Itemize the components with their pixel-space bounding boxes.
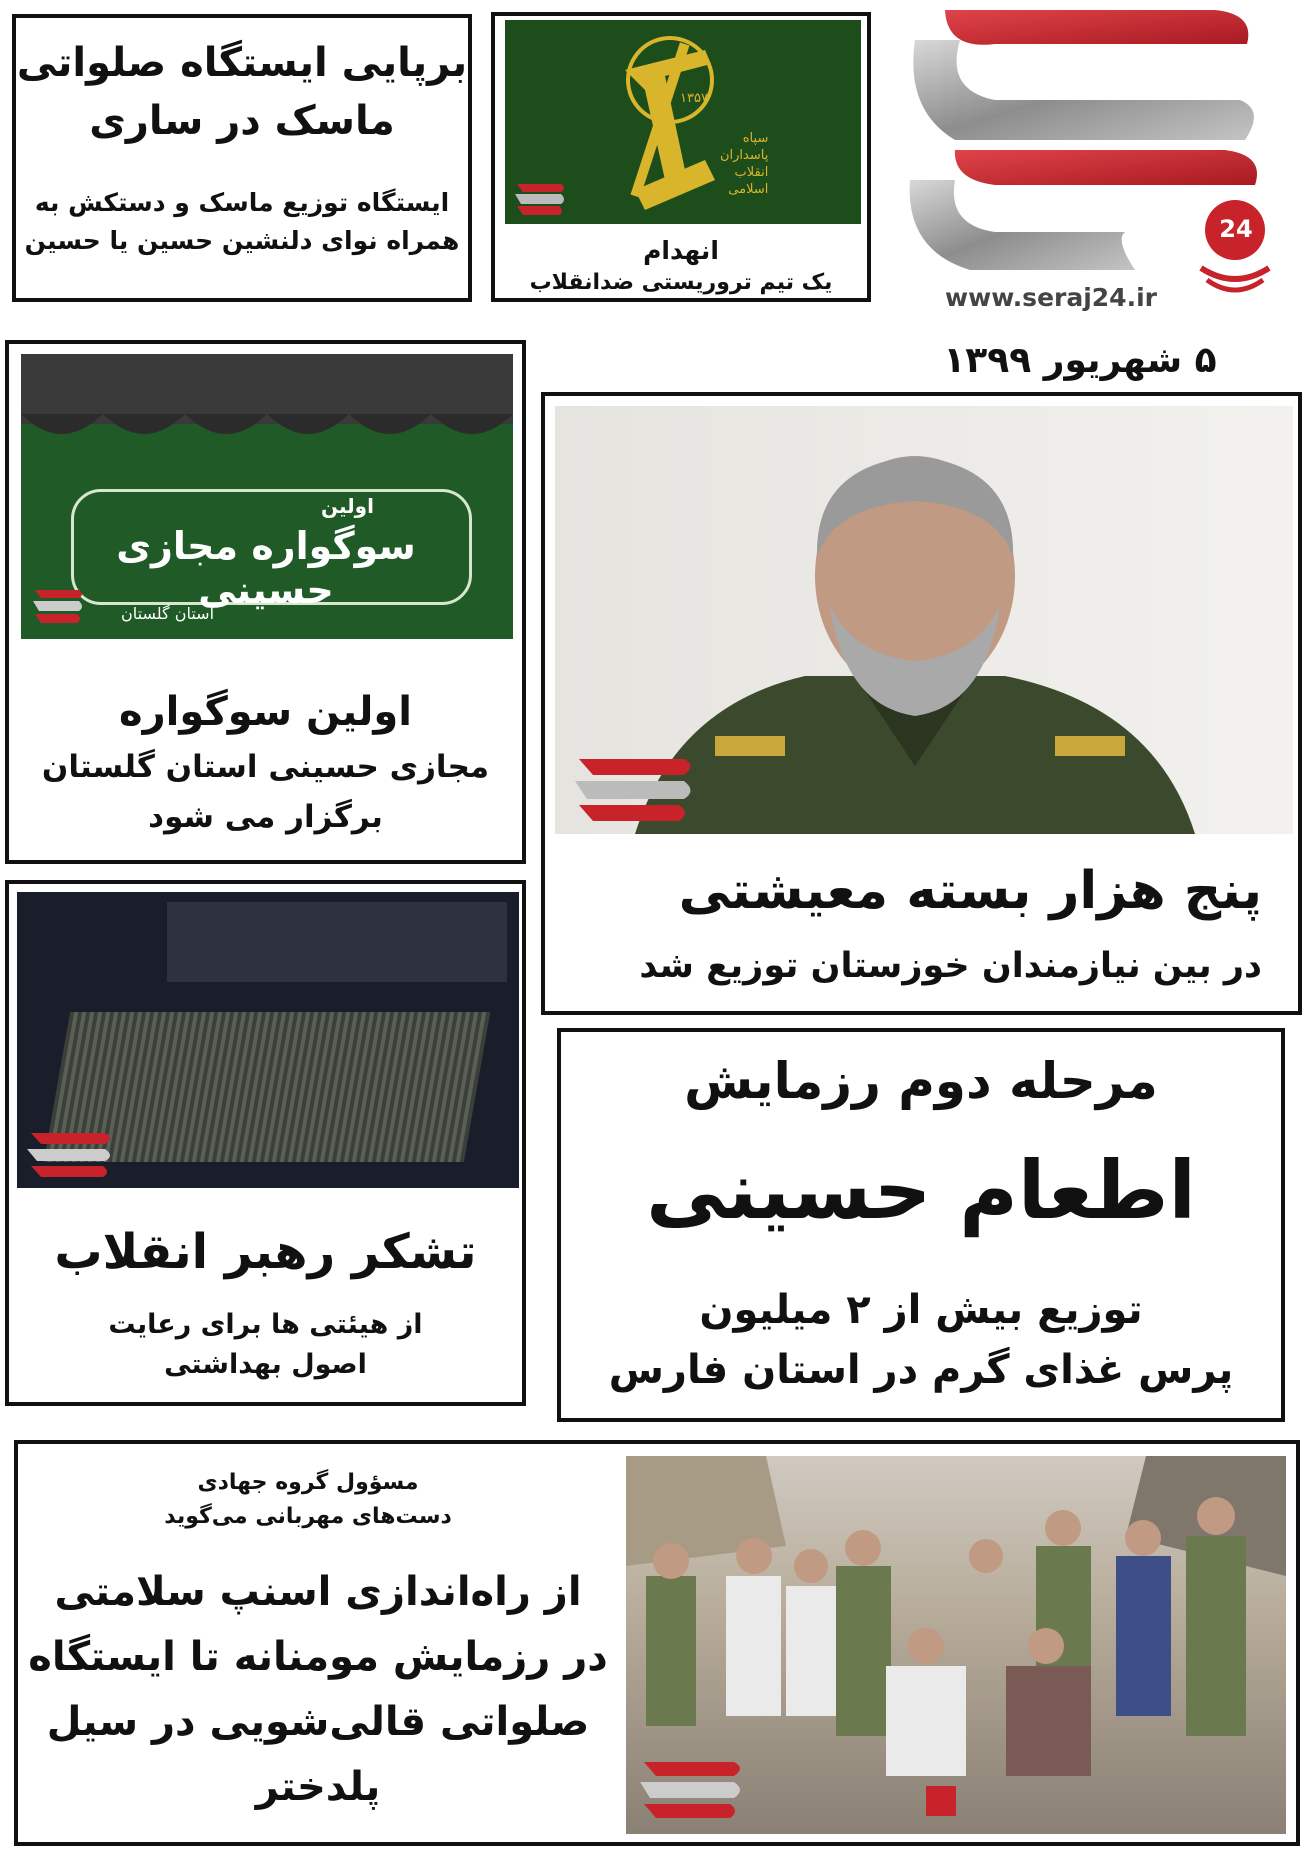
story-leader-thanks[interactable] [5,880,526,1406]
issue-date: ۵ شهریور ۱۳۹۹ [943,340,1217,381]
subheadline: از هیئتی ها برای رعایت [108,1309,423,1340]
site-url[interactable]: www.seraj24.ir [945,283,1157,312]
watermark-logo-icon [569,751,709,831]
masthead-logo [885,0,1305,330]
photo-building [167,902,507,982]
headline-large: اطعام حسینی [646,1144,1196,1237]
watermark-logo-icon [29,586,89,626]
subheadline: ایستگاه توزیع ماسک و دستکش به [34,188,450,217]
headline: صلواتی قالی‌شویی در سیل [46,1699,590,1745]
subheadline: پرس غذای گرم در استان فارس [608,1347,1234,1393]
subheadline: در بین نیازمندان خوزستان توزیع شد [639,946,1262,986]
banner-small: اولین [321,494,374,518]
story-food-packages[interactable] [541,392,1302,1015]
story-mourning-festival[interactable] [5,340,526,864]
ceremony-photo [17,892,519,1188]
banner-drape-icon [21,414,513,454]
logo-badge: 24 [1219,215,1253,243]
story-hosseini-food[interactable] [557,1028,1285,1422]
commander-photo [555,406,1293,834]
watermark-logo-icon [23,1127,123,1183]
subheadline: همراه نوای دلنشین حسین یا حسین [24,226,460,255]
subheadline: توزیع بیش از ۲ میلیون [699,1287,1143,1333]
headline: تشکر رهبر انقلاب [54,1224,477,1280]
headline: برپایی ایستگاه صلواتی [16,40,468,86]
subheadline: یک تیم تروریستی ضدانقلاب [529,270,833,295]
headline: از راه‌اندازی اسنپ سلامتی [54,1569,582,1615]
headline: اولین سوگواره [119,689,412,735]
banner-main: سوگواره مجازی حسینی [116,524,416,612]
headline: پنج هزار بسته معیشتی [678,861,1262,921]
banner-sub: استان گلستان [121,604,215,623]
headline: ماسک در ساری [89,98,395,144]
headline: پلدختر [255,1764,381,1810]
irgc-emblem-image [505,20,861,224]
emblem-text: سپاه پاسداران انقلاب اسلامی ۱۳۵۷ [680,91,769,197]
subheadline: مجازی حسینی استان گلستان [41,749,490,785]
headline: انهدام [643,236,719,265]
story-irgc[interactable] [491,12,871,302]
volunteers-photo [626,1456,1286,1834]
seraj-logo-icon [885,0,1305,330]
subheadline: اصول بهداشتی [164,1349,367,1380]
flood-text-column [18,1444,618,1844]
festival-banner-image [21,354,513,639]
headline: مرحله دوم رزمایش [684,1052,1158,1110]
subheadline: برگزار می شود [148,799,383,835]
kicker: دست‌های مهربانی می‌گوید [164,1504,452,1529]
watermark-logo-icon [634,1756,754,1826]
headline: در رزمایش مومنانه تا ایستگاه [28,1634,608,1680]
story-mask-station[interactable] [12,14,472,302]
kicker: مسؤول گروه جهادی [197,1470,419,1495]
story-flood-relief[interactable] [14,1440,1300,1846]
watermark-logo-icon [511,180,571,218]
